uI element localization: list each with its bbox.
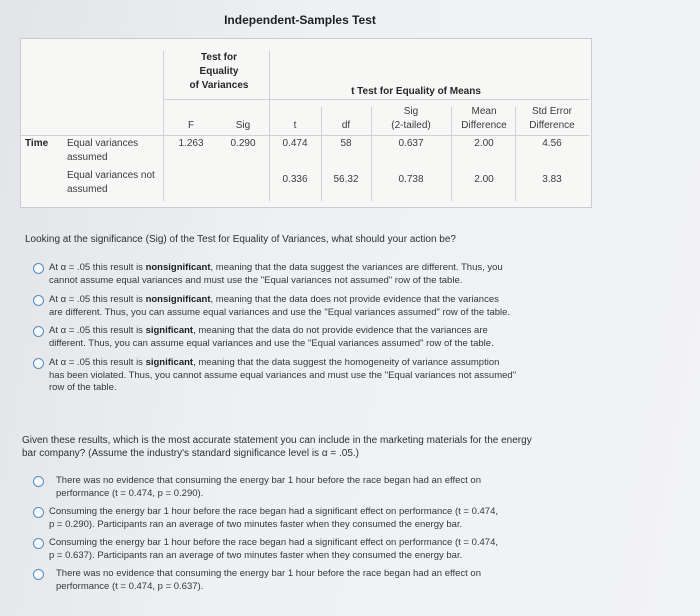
row-group-label: Time (25, 138, 49, 149)
option-text-line: p = 0.290). Participants ran an average of two minutes faster when they consumed the energy bar. (49, 518, 463, 530)
row-label-line: assumed (67, 184, 108, 195)
option-text-line: different. Thus, you can assume equal variances and use the "Equal variances assumed" row of the table. (49, 337, 494, 349)
option-text (49, 325, 589, 350)
grid-line (163, 99, 589, 100)
col-header-line: Std Error (531, 106, 572, 117)
option-text-line: There was no evidence that consuming the energy bar 1 hour before the race began had an effect on (56, 475, 481, 486)
col-header-line: Sig (403, 106, 419, 117)
col-header-line: (2-tailed) (391, 120, 431, 131)
levene-header-line: of Variances (189, 80, 249, 91)
col-header-line: Difference (461, 120, 507, 131)
option-text-pre: At α = .05 this result is (49, 294, 146, 305)
option-text-line: , meaning that the data suggest the variances are different. Thus, you (210, 262, 503, 273)
option-text-line: Consuming the energy bar 1 hour before the race began had a significant effect on performance (t = 0.474, (49, 537, 498, 548)
option-text (49, 262, 589, 287)
col-header-sig2 (373, 105, 449, 133)
option-text-line: cannot assume equal variances and must use the "Equal variances not assumed" row of the table. (49, 274, 463, 286)
row-label (67, 169, 167, 197)
prompt-line: Given these results, which is the most accurate statement you can include in the marketing materials for the energy (22, 435, 532, 446)
option-keyword: nonsignificant (145, 262, 211, 273)
table-cell: 2.00 (474, 138, 494, 149)
radio-button[interactable] (33, 295, 44, 306)
row-label (67, 137, 163, 165)
row-label-line: Equal variances (67, 138, 139, 149)
table-title: Independent-Samples Test (224, 13, 376, 27)
radio-button[interactable] (33, 358, 44, 369)
radio-button[interactable] (33, 569, 44, 580)
radio-button[interactable] (33, 507, 44, 518)
grid-line (371, 107, 372, 201)
grid-line (451, 107, 452, 201)
col-header-line: Mean (471, 106, 497, 117)
col-header-t: t (293, 120, 297, 131)
option-text-line: are different. Thus, you can assume equal variances and use the "Equal variances assumed" row of the table. (49, 306, 511, 318)
table-cell: 58 (340, 138, 352, 149)
col-header-se-diff (517, 105, 587, 133)
col-header-sig: Sig (235, 120, 251, 131)
levene-header (171, 51, 267, 93)
col-header-f: F (187, 120, 195, 131)
question-1-prompt: Looking at the significance (Sig) of the Test for Equality of Variances, what should your action be? (25, 234, 456, 245)
option-text-line: , meaning that the data does not provide evidence that the variances (210, 294, 499, 305)
col-header-df: df (341, 120, 351, 131)
levene-header-line: Test for (201, 52, 237, 63)
row-label-line: Equal variances not (67, 170, 155, 181)
option-text (49, 537, 589, 562)
option-text (56, 568, 586, 593)
option-text-line: , meaning that the data suggest the homogeneity of variance assumption (193, 357, 500, 368)
radio-button[interactable] (33, 263, 44, 274)
option-text-line: row of the table. (49, 382, 117, 393)
option-keyword: nonsignificant (145, 294, 211, 305)
table-cell: 2.00 (474, 174, 494, 185)
table-cell: 0.474 (282, 138, 308, 149)
radio-button[interactable] (33, 326, 44, 337)
option-text-pre: At α = .05 this result is (49, 262, 146, 273)
table-cell: 0.336 (282, 174, 308, 185)
table-cell: 0.738 (398, 174, 424, 185)
option-text (49, 357, 594, 395)
option-text-pre: At α = .05 this result is (49, 357, 146, 368)
col-header-line: Difference (529, 120, 575, 131)
table-cell: 0.290 (230, 138, 256, 149)
option-text (49, 294, 589, 319)
radio-button[interactable] (33, 476, 44, 487)
ttest-header: t Test for Equality of Means (351, 86, 481, 97)
option-keyword: significant (145, 357, 194, 368)
grid-line (321, 107, 322, 201)
option-text-line: There was no evidence that consuming the energy bar 1 hour before the race began had an effect on (56, 568, 481, 579)
option-text-line: performance (t = 0.474, p = 0.637). (56, 580, 204, 592)
prompt-line: bar company? (Assume the industry's standard significance level is α = .05.) (22, 448, 360, 459)
col-header-mean-diff (453, 105, 515, 133)
grid-line (515, 107, 516, 201)
table-cell: 4.56 (542, 138, 562, 149)
table-cell: 3.83 (542, 174, 562, 185)
levene-header-line: Equality (199, 66, 239, 77)
option-keyword: significant (145, 325, 194, 336)
option-text-line: p = 0.637). Participants ran an average of two minutes faster when they consumed the energy bar. (49, 549, 463, 561)
option-text (56, 475, 586, 500)
row-label-line: assumed (67, 152, 108, 163)
option-text (49, 506, 589, 531)
option-text-line: performance (t = 0.474, p = 0.290). (56, 487, 204, 499)
table-cell: 1.263 (178, 138, 204, 149)
question-2-prompt (22, 434, 582, 460)
radio-button[interactable] (33, 538, 44, 549)
option-text-line: has been violated. Thus, you cannot assume equal variances and must use the "Equal variances not assumed" (49, 369, 517, 381)
stats-table (20, 38, 592, 208)
table-cell: 0.637 (398, 138, 424, 149)
option-text-line: , meaning that the data do not provide evidence that the variances are (193, 325, 488, 336)
grid-line (269, 51, 270, 201)
option-text-line: Consuming the energy bar 1 hour before the race began had a significant effect on performance (t = 0.474, (49, 506, 498, 517)
grid-line (21, 135, 589, 136)
table-cell: 56.32 (333, 174, 359, 185)
option-text-pre: At α = .05 this result is (49, 325, 146, 336)
